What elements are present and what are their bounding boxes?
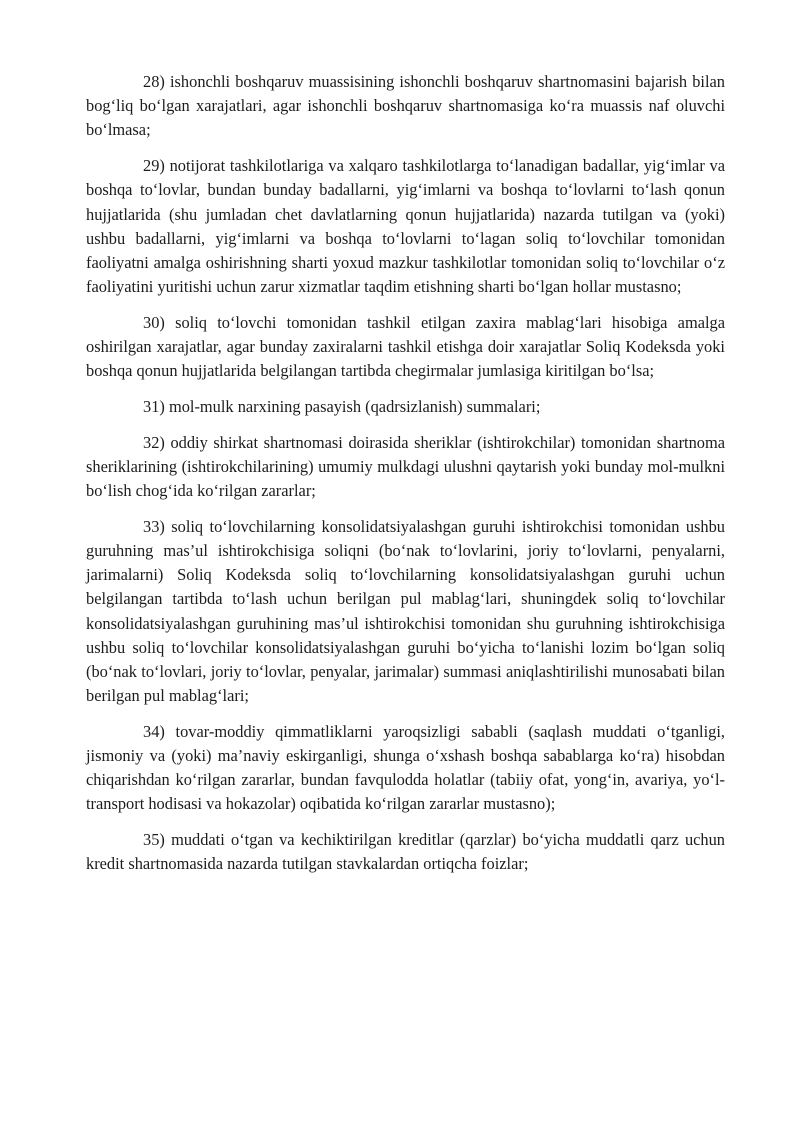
paragraph-28: 28) ishonchli boshqaruv muassisining ishonchli boshqaruv shartnomasini bajarish bilan bog‘liq bo‘lgan xarajatlari, agar ishonchli boshqaruv shartnomasiga ko‘ra muassis naf oluvchi bo‘lmasa; [86,72,725,140]
paragraph-32: 32) oddiy shirkat shartnomasi doirasida sheriklar (ishtirokchilar) tomonidan shartnoma sheriklarining (ishtirokchilarining) umumiy mulkdagi ulushni qaytarish yoki bunday mol-mulkni bo‘lish chog‘ida ko‘rilgan zararlar; [86,432,725,501]
document-body [86,70,725,888]
paragraph-33: 33) soliq to‘lovchilarning konsolidatsiyalashgan guruhi ishtirokchisi tomonidan ushbu guruhning mas’ul ishtirokchisiga soliqni (bo‘nak to‘lovlarini, joriy to‘lovlarni, penyalarni, jarimalarni) Soliq Kodeksda soliq to‘lovchilarning konsolidatsiyalashgan guruhi uchun belgilangan tartibda to‘lash uchun berilgan pul mablag‘lari, shuningdek soliq to‘lovchilar konsolidatsiyalashgan guruhining mas’ul ishtirokchisi tomonidan shu guruhning ishtirokchisiga ushbu soliq to‘lovchilar konsolidatsiyalashgan guruhi bo‘yicha to‘lanishi lozim bo‘lgan soliq (bo‘nak to‘lovlari, joriy to‘lovlar, penyalar, jarimalar) summasi aniqlashtirilishi munosabati bilan berilgan pul mablag‘lari; [86,516,725,706]
paragraph-35: 35) muddati o‘tgan va kechiktirilgan kreditlar (qarzlar) bo‘yicha muddatli qarz uchun kredit shartnomasida nazarda tutilgan stavkalardan ortiqcha foizlar; [86,830,725,874]
paragraph-30: 30) soliq to‘lovchi tomonidan tashkil etilgan zaxira mablag‘lari hisobiga amalga oshirilgan xarajatlar, agar bunday zaxiralarni tashkil etishga doir xarajatlar Soliq Kodeksda yoki boshqa qonun hujjatlarida belgilangan tartibda chegirmalar jumlasiga kiritilgan bo‘lsa; [86,312,725,381]
paragraph-29: 29) notijorat tashkilotlariga va xalqaro tashkilotlarga to‘lanadigan badallar, yig‘imlar va boshqa to‘lovlar, bundan bunday badallarni, yig‘imlarni va boshqa to‘lovlarni to‘lash qonun hujjatlarida (shu jumladan chet davlatlarning qonun hujjatlarida) nazarda tutilgan va (yoki) ushbu badallarni, yig‘imlarni va boshqa to‘lovlarni to‘lagan soliq to‘lovchilar tomonidan faoliyatni amalga oshirishning sharti yoxud mazkur tashkilotlar tomonidan soliq to‘lovchilar o‘z faoliyatini yuritishi uchun zarur xizmatlar taqdim etishning sharti bo‘lgan hollar mustasno; [86,156,725,297]
paragraph-31: 31) mol-mulk narxining pasayish (qadrsizlanish) summalari; [143,396,541,416]
paragraph-34: 34) tovar-moddiy qimmatliklarni yaroqsizligi sababli (saqlash muddati o‘tganligi, jismoniy va (yoki) ma’naviy eskirganligi, shunga o‘xshash boshqa sabablarga ko‘ra) hisobdan chiqarishdan ko‘rilgan zararlar, bundan favqulodda holatlar (tabiiy ofat, yong‘in, avariya, yo‘l-transport hodisasi va hokazolar) oqibatida ko‘rilgan zararlar mustasno); [86,721,725,814]
